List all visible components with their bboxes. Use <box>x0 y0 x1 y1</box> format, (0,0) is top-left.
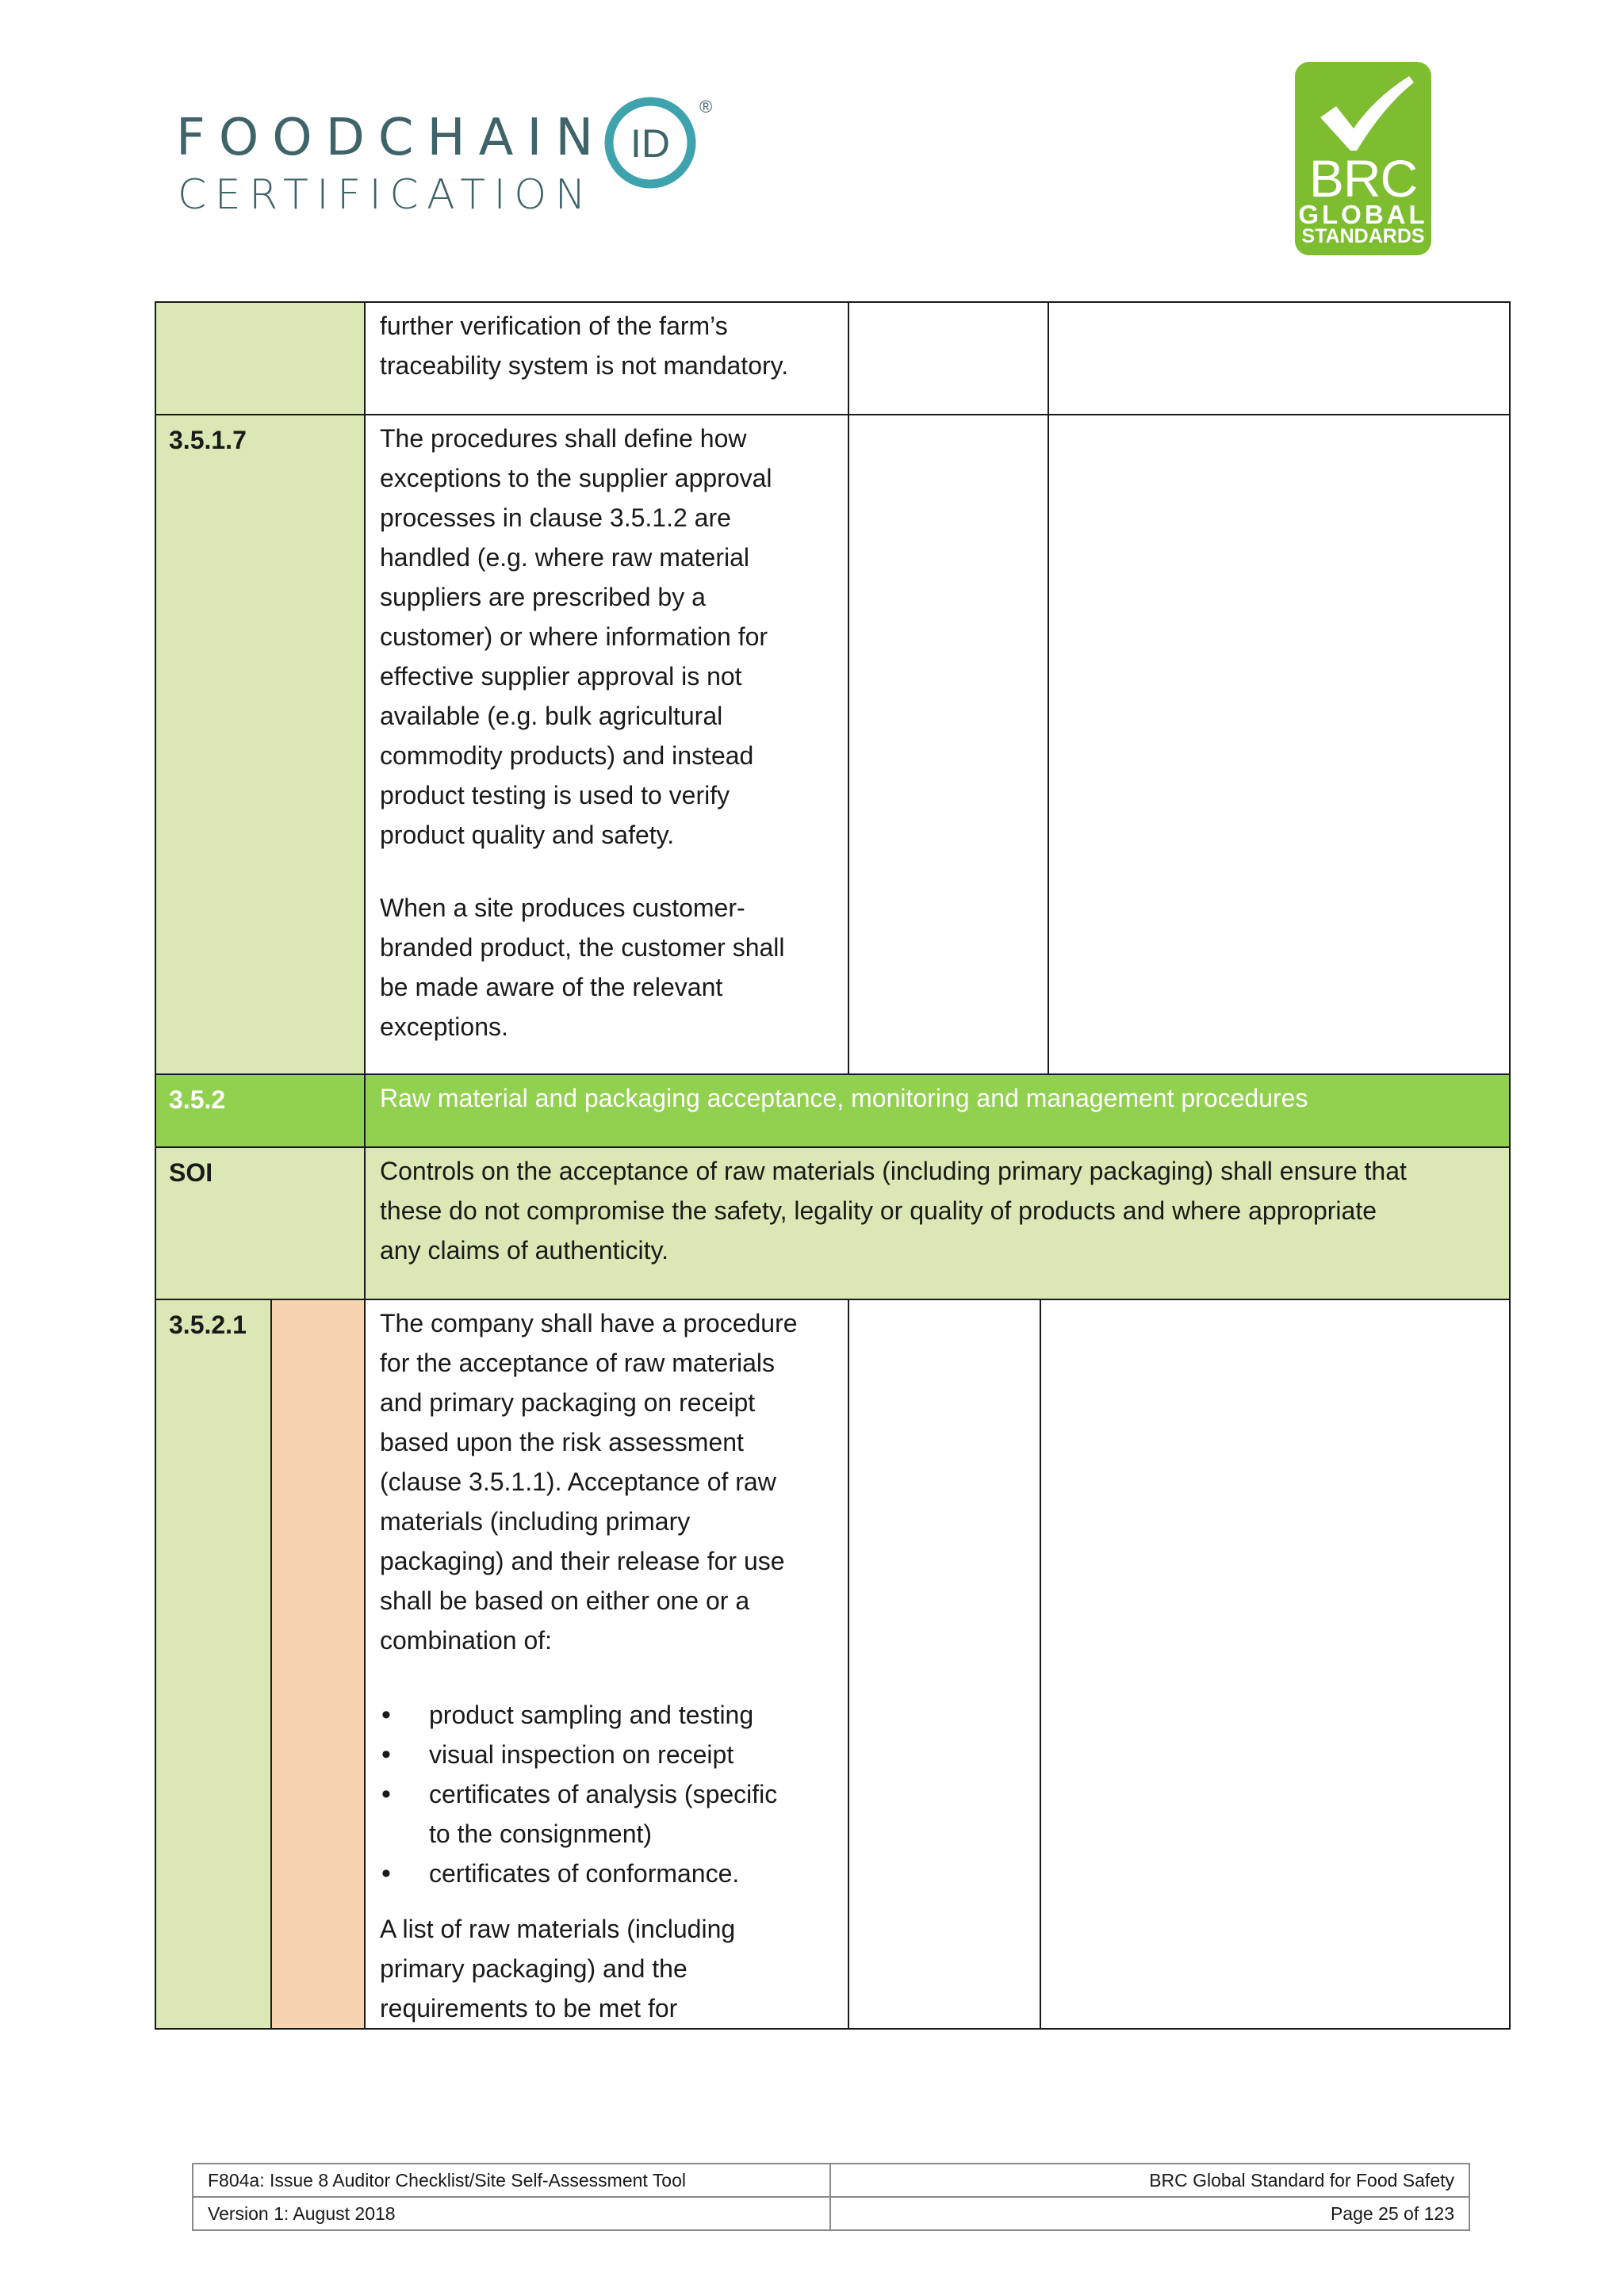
text-line: commodity products) and instead <box>380 741 754 770</box>
text-line: exceptions to the supplier approval <box>380 464 772 492</box>
requirement-cell <box>364 414 849 1075</box>
checklist-table <box>155 301 1511 2031</box>
text-line: processes in clause 3.5.1.2 are <box>380 503 731 532</box>
fundamental-marker-cell <box>270 1299 366 2030</box>
text-line: branded product, the customer shall <box>380 933 785 962</box>
clause-number: 3.5.1.7 <box>169 426 247 454</box>
logo-id-text: ID <box>630 121 670 166</box>
text-line: primary packaging) and the <box>380 1954 688 1983</box>
requirement-text <box>380 306 835 385</box>
text-line: • certificates of conformance. <box>429 1859 740 1888</box>
text-line: combination of: <box>380 1626 553 1655</box>
brc-label: BRC <box>1308 149 1418 208</box>
text-line: customer) or where information for <box>380 622 768 651</box>
soi-text-cell <box>364 1146 1511 1300</box>
text-line: available (e.g. bulk agricultural <box>380 702 723 730</box>
text-line: product testing is used to verify <box>380 781 730 809</box>
text-line: shall be based on either one or a <box>380 1586 750 1615</box>
soi-label-cell <box>155 1146 366 1300</box>
bullet-item <box>380 1854 835 1893</box>
brc-global-standards-logo <box>1295 62 1431 255</box>
registered-mark: ® <box>699 97 713 117</box>
soi-text <box>380 1151 1496 1270</box>
footer-standard-name: BRC Global Standard for Food Safety <box>829 2163 1470 2198</box>
text-line: • visual inspection on receipt <box>429 1740 734 1769</box>
page-footer <box>192 2163 1470 2233</box>
id-ring-icon <box>601 94 699 192</box>
comments-cell[interactable] <box>1048 301 1511 415</box>
text-line: • product sampling and testing <box>429 1701 754 1729</box>
text-line: effective supplier approval is not <box>380 662 742 691</box>
requirement-text <box>380 419 835 1047</box>
clause-number: 3.5.2.1 <box>169 1311 247 1339</box>
global-label: GLOBAL <box>1298 200 1428 229</box>
compliance-cell[interactable] <box>848 1299 1041 2030</box>
text-line: and primary packaging on receipt <box>380 1388 756 1417</box>
text-line: traceability system is not mandatory. <box>380 351 789 380</box>
text-line: The company shall have a procedure <box>380 1309 798 1337</box>
text-line: packaging) and their release for use <box>380 1547 785 1575</box>
text-line: requirements to be met for <box>380 1994 678 2022</box>
bullet-item <box>380 1735 835 1774</box>
foodchain-id-logo <box>176 94 731 220</box>
clause-cell <box>155 414 366 1075</box>
text-line: these do not compromise the safety, legality or quality of products and where appropriate <box>380 1196 1377 1225</box>
section-title-cell <box>364 1073 1511 1148</box>
text-line: for the acceptance of raw materials <box>380 1349 776 1377</box>
requirement-text <box>380 1303 835 2028</box>
checkmark-icon <box>1309 71 1420 159</box>
requirement-cell <box>364 301 849 415</box>
text-line: Controls on the acceptance of raw materials (including primary packaging) shall ensure that <box>380 1157 1407 1185</box>
text-line: any claims of authenticity. <box>380 1236 669 1265</box>
clause-cell <box>155 1299 272 2030</box>
text-line: materials (including primary <box>380 1507 691 1536</box>
section-title: Raw material and packaging acceptance, monitoring and management procedures <box>380 1084 1308 1112</box>
standards-label: STANDARDS <box>1301 225 1425 247</box>
section-number: 3.5.2 <box>169 1085 226 1114</box>
text-line: product quality and safety. <box>380 821 675 849</box>
compliance-cell[interactable] <box>848 414 1049 1075</box>
logo-wordmark-foodchain: FOODCHAIN <box>176 109 607 167</box>
requirement-cell <box>364 1299 849 2030</box>
text-line: • certificates of analysis (specific <box>429 1780 778 1808</box>
logo-wordmark-certification: CERTIFICATION <box>178 171 595 219</box>
text-line: suppliers are prescribed by a <box>380 583 706 611</box>
text-line: be made aware of the relevant <box>380 973 723 1001</box>
text-line: based upon the risk assessment <box>380 1428 744 1456</box>
compliance-cell[interactable] <box>848 301 1049 415</box>
comments-cell[interactable] <box>1048 414 1511 1075</box>
text-line: When a site produces customer- <box>380 894 745 922</box>
bullet-item <box>380 1695 835 1735</box>
bullet-item <box>380 1774 835 1854</box>
comments-cell[interactable] <box>1040 1299 1511 2030</box>
footer-doc-title: F804a: Issue 8 Auditor Checklist/Site Self-Assessment Tool <box>192 2163 831 2198</box>
text-line: (clause 3.5.1.1). Acceptance of raw <box>380 1468 776 1496</box>
section-clause-cell <box>155 1073 366 1148</box>
text-line: A list of raw materials (including <box>380 1915 736 1943</box>
footer-version: Version 1: August 2018 <box>192 2196 831 2231</box>
bullet-list <box>380 1695 835 1893</box>
text-line: The procedures shall define how <box>380 424 747 453</box>
soi-label: SOI <box>169 1158 213 1187</box>
text-line: handled (e.g. where raw material <box>380 543 750 572</box>
footer-page-number: Page 25 of 123 <box>829 2196 1470 2231</box>
text-line: exceptions. <box>380 1012 508 1041</box>
text-line: further verification of the farm’s <box>380 312 728 340</box>
clause-cell <box>155 301 366 415</box>
text-line: to the consignment) <box>429 1820 653 1848</box>
